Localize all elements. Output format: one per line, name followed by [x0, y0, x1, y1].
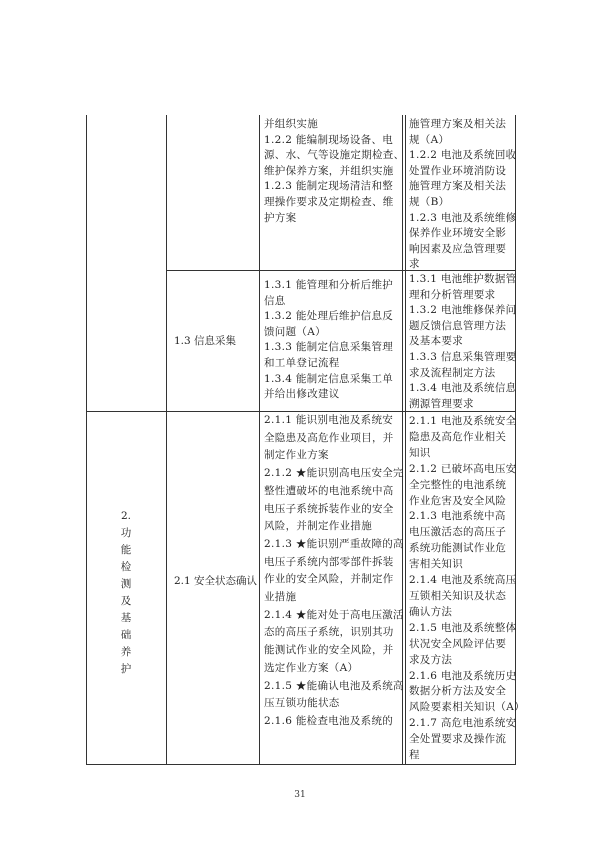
table-border-bottom	[86, 764, 516, 765]
row3-skills: 2.1.1 能识别电池及系统安 全隐患及高危作业项目，并 制定作业方案 2.1.2 ★能识别高电压安全完 整性遭破坏的电池系统中高 电压子系统拆装作业的安全 风险，并制定作业措施 2.1.3 ★能识别严重故障的高 电压子系统内部零部件拆装 作业的安全风险，并制定作 业措施 2.1.4 ★能对处于高电压激活 态的高压子系统，识别其功 能测试作业的安全风险，并 选定作业方案（A） 2.1.5 ★能确认电池及系统高 压互锁功能状态 2.1.6 能检查电池及系统的	[264, 414, 404, 727]
row1-knowledge: 施管理方案及相关法 规（A） 1.2.2 电池及系统回收 处置作业环境消防设 施管理方案及相关法 规（B） 1.2.3 电池及系统维修 保养作业环境安全影 响因素及应急管理要 求	[409, 118, 517, 271]
column-divider-3b	[405, 115, 406, 765]
row2-skills: 1.3.1 能管理和分析后维护 信息 1.3.2 能处理后维护信息反 馈问题（A） 1.3.3 能制定信息采集管理 和工单登记流程 1.3.4 能制定信息采集工单 并给出修改建议	[264, 279, 394, 401]
category-2-label: 2. 功 能 检 测 及 基 础 养 护	[120, 510, 132, 675]
column-divider-2	[259, 115, 260, 765]
row3-knowledge: 2.1.1 电池及系统安全 隐患及高危作业相关 知识 2.1.2 已破坏高电压安 全完整性的电池系统 作业危害及安全风险 2.1.3 电池系统中高 电压激活态的高压子 系统功能测试作业危 害相关知识 2.1.4 电池及系统高压 互锁相关知识及状态 确认方法 2.1.5 电池及系统整体 状况安全风险评估要 求及方法 2.1.6 电池及系统历史 数据分析方法及安全 风险要素相关知识（A） 2.1.7 高危电池系统安 全处置要求及操作流 程	[409, 415, 525, 762]
standards-table	[86, 115, 525, 765]
page-number: 31	[294, 790, 306, 800]
sub-item-2-1: 2.1 安全状态确认	[174, 575, 258, 587]
row1-skills: 并组织实施 1.2.2 能编制现场设备、电 源、水、气等设施定期检查、 维护保养方案，并组织实施 1.2.3 能制定现场清洁和整 理操作要求及定期检查、维 护方案	[264, 118, 405, 224]
sub-item-1-3: 1.3 信息采集	[174, 335, 237, 347]
row2-knowledge: 1.3.1 电池维护数据管 理和分析管理要求 1.3.2 电池维修保养问 题反馈信息管理方法 及基本要求 1.3.3 信息采集管理要 求及流程制定方法 1.3.4 电池及系统信息 溯源管理要求	[409, 273, 517, 410]
column-divider-1	[166, 115, 167, 765]
